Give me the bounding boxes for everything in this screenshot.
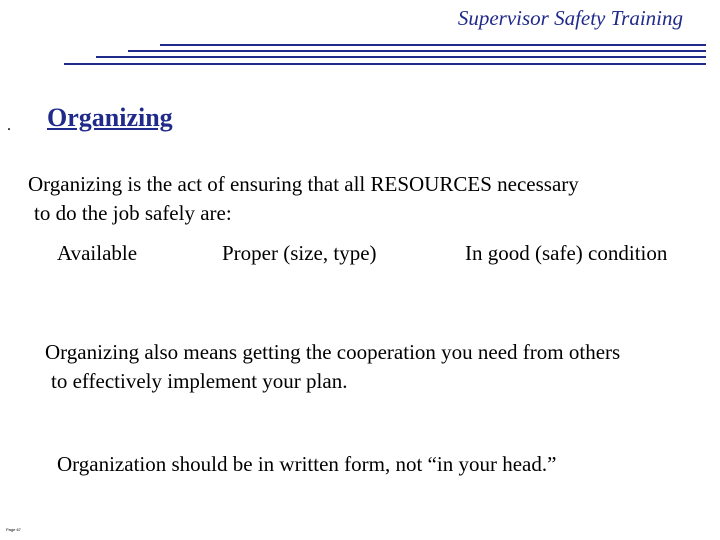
definition-line-2: to do the job safely are: [34, 201, 232, 225]
definition-paragraph [28, 170, 678, 228]
resource-item-available: Available [57, 241, 138, 265]
cooperation-paragraph [45, 338, 715, 396]
cooperation-line-2: to effectively implement your plan. [51, 369, 348, 393]
page-number: Page 67 [6, 527, 21, 532]
header-rule [64, 63, 706, 65]
written-form-paragraph: Organization should be in written form, not “in your head.” [57, 452, 557, 476]
definition-line-1: Organizing is the act of ensuring that all RESOURCES necessary [28, 172, 579, 196]
page-heading: Organizing [47, 103, 173, 132]
resource-item-proper: Proper (size, type) [222, 241, 377, 265]
header-rule [128, 50, 706, 52]
cooperation-line-1: Organizing also means getting the cooperation you need from others [45, 340, 621, 364]
header-rule [96, 56, 706, 58]
header-title: Supervisor Safety Training [457, 6, 683, 30]
resource-item-condition: In good (safe) condition [465, 241, 668, 265]
bullet-dot: . [7, 117, 11, 134]
header-rule [160, 44, 706, 46]
